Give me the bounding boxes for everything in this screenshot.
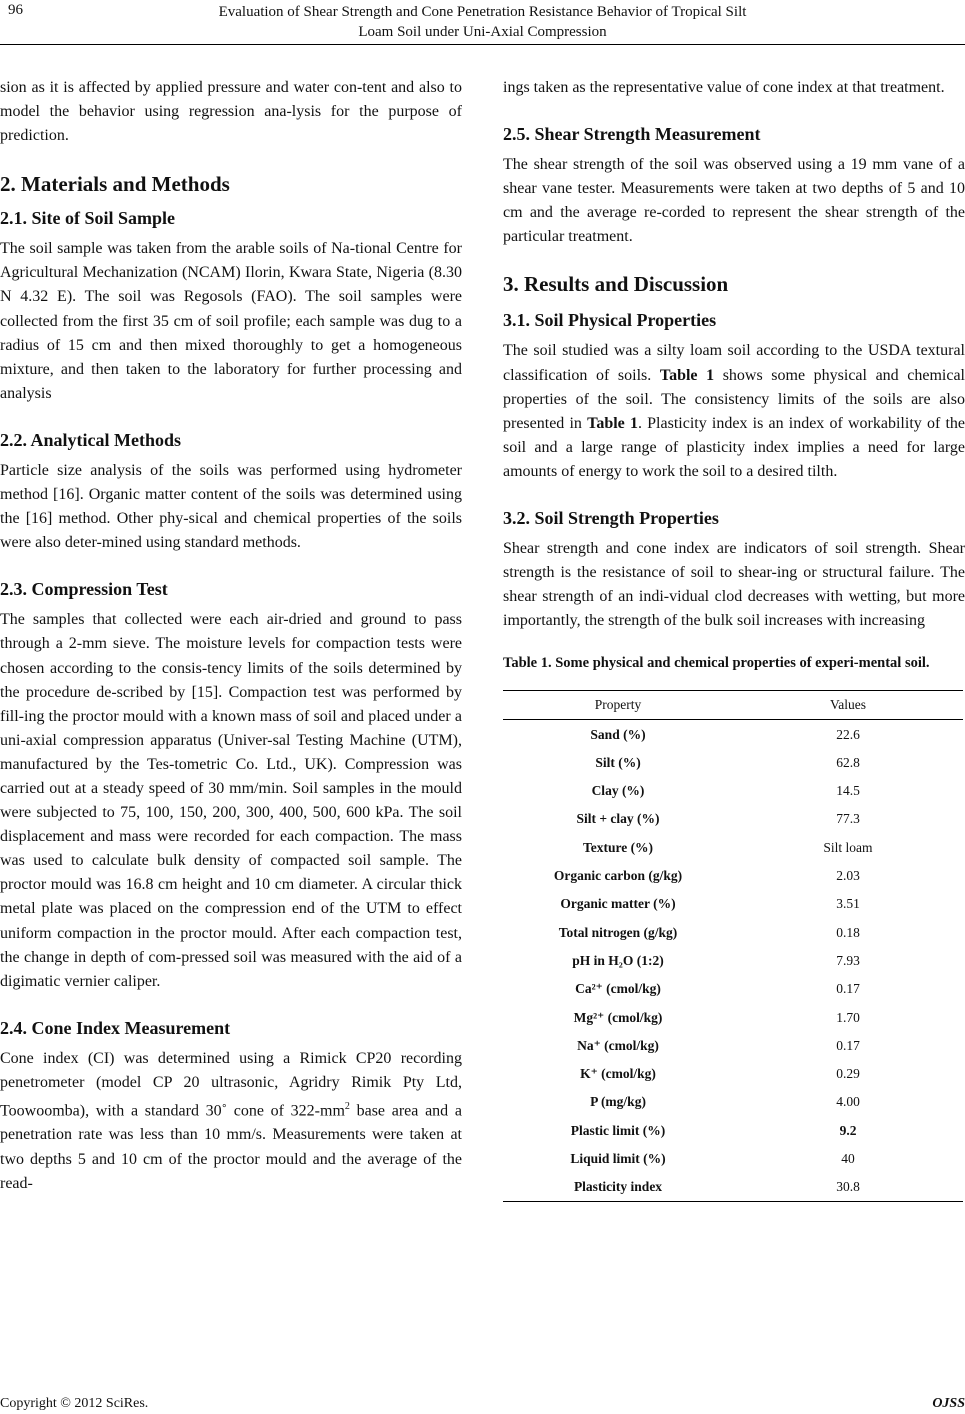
- table-row: [503, 862, 963, 890]
- table-cell-value: 9.2: [839, 1122, 857, 1138]
- right-column: [503, 76, 965, 1202]
- table-cell-value: 22.6: [836, 726, 860, 742]
- section-3-1-text-b: shows some physical and chemical properties of the soil. The consistency limits of the soils are also presented in: [503, 366, 965, 432]
- table-cell-property: Plasticity index: [503, 1173, 733, 1202]
- table-cell-property: P (mg/kg): [590, 1094, 646, 1110]
- table-cell-value: 0.17: [836, 1037, 860, 1053]
- header-rule: [0, 44, 965, 45]
- table-cell-value: 2.03: [836, 868, 860, 884]
- table-row: [503, 890, 963, 918]
- table-row: [503, 1088, 963, 1116]
- table-row: [503, 1060, 963, 1088]
- table-ref-1: Table 1: [659, 366, 715, 384]
- section-2-5-heading: 2.5. Shear Strength Measurement: [503, 124, 761, 145]
- table-row: [503, 805, 963, 833]
- table-cell-property: pH in H₂O (1:2): [572, 952, 664, 968]
- section-2-heading: 2. Materials and Methods: [0, 172, 230, 197]
- section-2-4-heading: 2.4. Cone Index Measurement: [0, 1017, 231, 1038]
- intro-paragraph: sion as it is affected by applied pressure and water con-tent and also to model the behavior using regression ana-lysis for the purpose of prediction.: [0, 79, 462, 145]
- table-cell-value: 62.8: [836, 754, 860, 770]
- table-header-row: [503, 691, 963, 720]
- footer-copyright: Copyright © 2012 SciRes.: [0, 1396, 149, 1411]
- table-cell-property: Silt (%): [595, 754, 641, 770]
- section-3-1-text-a: The soil studied was a silty loam soil according to the USDA textural classification of soils.: [503, 342, 965, 384]
- table-cell-value: 77.3: [836, 811, 860, 827]
- table-cell-property: Sand (%): [590, 726, 646, 742]
- column-header-values: Values: [733, 691, 963, 720]
- section-3-1-text-c: . Plasticity index is an index of workability of the soil and a large range of plasticity index implies a need for large amounts of energy to work the soil to a desired tilth.: [503, 414, 965, 480]
- table-cell-property: Total nitrogen (g/kg): [558, 924, 678, 940]
- column-header-property: Property: [503, 691, 733, 720]
- section-3-1-paragraph: [503, 339, 965, 484]
- section-3-2-paragraph: Shear strength and cone index are indicators of soil strength. Shear strength is the resistance of soil to shear-ing or structural failure. The shear strength of an indi-vidual clod decreases with wetting, but more importantly, the strength of the bulk soil increases with increasing: [503, 540, 965, 630]
- page-number: 96: [8, 2, 23, 18]
- section-2-5-paragraph: The shear strength of the soil was observed using a 19 mm vane of a shear vane tester. Measurements were taken at two depths of 5 and 10 cm and the average re-corded to represent the shear strength of the particular treatment.: [503, 156, 965, 246]
- table-row: [503, 1117, 963, 1145]
- superscript-2: 2: [344, 1101, 350, 1112]
- table-cell-property: Organic matter (%): [560, 896, 676, 912]
- table-ref-2: Table 1: [587, 414, 638, 432]
- table-cell-value: 30.8: [733, 1173, 963, 1202]
- table-caption: Table 1. Some physical and chemical properties of experi-mental soil.: [503, 655, 930, 672]
- running-head-line1: Evaluation of Shear Strength and Cone Penetration Resistance Behavior of Tropical Silt: [218, 4, 747, 20]
- table-cell-value: 0.17: [836, 981, 860, 997]
- section-2-4-text-a: Cone index (CI) was determined using a Rimick CP20 recording penetrometer (model CP 20 ultrasonic, Agridry Rimik Pty Ltd, Toowoomba), with a standard 30˚ cone of 322-mm: [0, 1049, 462, 1120]
- table-cell-property: Organic carbon (g/kg): [553, 868, 683, 884]
- section-3-1-heading: 3.1. Soil Physical Properties: [503, 310, 717, 331]
- table-cell-property: K⁺ (cmol/kg): [580, 1066, 656, 1082]
- table-row: [503, 834, 963, 862]
- table-row: [503, 1003, 963, 1031]
- table-cell-value: 4.00: [836, 1094, 860, 1110]
- section-2-2-paragraph: Particle size analysis of the soils was performed using hydrometer method [16]. Organic matter content of the soils was determined using the [16] method. Other phy-sical and chemical properties of the soils were also deter-mined using standard methods.: [0, 461, 462, 552]
- table-cell-property: Clay (%): [591, 783, 645, 799]
- properties-table: [503, 690, 963, 1202]
- table-row: [503, 720, 963, 749]
- table-cell-value: 3.51: [836, 896, 860, 912]
- table-cell-value: 1.70: [836, 1009, 860, 1025]
- running-head-line2: Loam Soil under Uni-Axial Compression: [358, 24, 607, 40]
- table-cell-value: 0.18: [836, 924, 860, 940]
- table-row: [503, 947, 963, 975]
- table-cell-property: Plastic limit (%): [570, 1122, 666, 1138]
- table-cell-property: Silt + clay (%): [576, 811, 660, 827]
- section-2-1-paragraph: The soil sample was taken from the arable soils of Na-tional Centre for Agricultural Mechanization (NCAM) Ilorin, Kwara State, Nigeria (8.30 N 4.32 E). The soil was Regosols (FAO). The soil samples were collected from the first 35 cm of soil profile; each sample was dug to a radius of 15 cm and then mixed thoroughly to get a homogeneous mixture, and then taken to the laboratory for further processing and analysis: [0, 240, 462, 402]
- running-head: [0, 2, 965, 42]
- table-row: [503, 918, 963, 946]
- section-2-1-heading: 2.1. Site of Soil Sample: [0, 208, 176, 229]
- left-column: [0, 76, 462, 1196]
- table-row: [503, 1145, 963, 1173]
- table-cell-value: Silt loam: [823, 839, 873, 855]
- table-row: [503, 1032, 963, 1060]
- table-row: [503, 777, 963, 805]
- table-cell-value: 14.5: [836, 783, 860, 799]
- table-cell-property: Texture (%): [582, 839, 654, 855]
- table-cell-value: 40: [841, 1151, 855, 1166]
- table-row: [503, 749, 963, 777]
- table-cell-value: 7.93: [836, 952, 860, 968]
- table-row: [503, 975, 963, 1003]
- table-row: [503, 1173, 963, 1202]
- section-2-4-text-b: base area and a penetration rate was less than 10 mm/s. Measurements were taken at two depths 5 and 10 cm of the proctor mould and the average of the read-: [0, 1102, 462, 1192]
- table-cell-property: Ca²⁺ (cmol/kg): [575, 981, 661, 997]
- section-2-2-heading: 2.2. Analytical Methods: [0, 429, 182, 450]
- section-3-2-heading: 3.2. Soil Strength Properties: [503, 508, 719, 529]
- table-cell-value: 0.29: [836, 1066, 860, 1082]
- section-2-3-heading: 2.3. Compression Test: [0, 579, 168, 600]
- section-3-heading: 3. Results and Discussion: [503, 272, 729, 297]
- footer-journal: OJSS: [932, 1396, 965, 1411]
- continuation-paragraph: ings taken as the representative value of cone index at that treatment.: [503, 79, 945, 96]
- section-2-3-paragraph: The samples that collected were each air-dried and ground to pass through a 2-mm sieve. The moisture levels for compaction tests were chosen according to the consis-tency limits of the soils determined by the procedure de-scribed by [15]. Compaction test was performed by fill-ing the proctor mould with a known mass of soil and placed under a uni-axial compression apparatus (Univer-sal Testing Machine (UTM), manufactured by the Tes-tometric Co. Ltd., UK). Compression was carried out at a steady speed of 30 mm/min. Soil samples in the mould were subjected to 75, 100, 150, 200, 300, 400, 500, 600 kPa. The soil displacement and mass were recorded for each compaction. The mass was used to calculate bulk density of compacted soil sample. The proctor mould was 16.8 cm height and 10 cm diameter. A circular thick metal plate was placed on the compression end of the UTM to effect uniform compaction in the proctor mould. After each compaction test, the change in depth of com-pressed soil was measured with the aid of a digimatic vernier caliper.: [0, 611, 462, 990]
- table-cell-property: Liquid limit (%): [570, 1151, 666, 1166]
- table-cell-property: Mg²⁺ (cmol/kg): [573, 1009, 663, 1025]
- section-2-4-paragraph: [0, 1047, 462, 1196]
- table-cell-property: Na⁺ (cmol/kg): [577, 1037, 659, 1053]
